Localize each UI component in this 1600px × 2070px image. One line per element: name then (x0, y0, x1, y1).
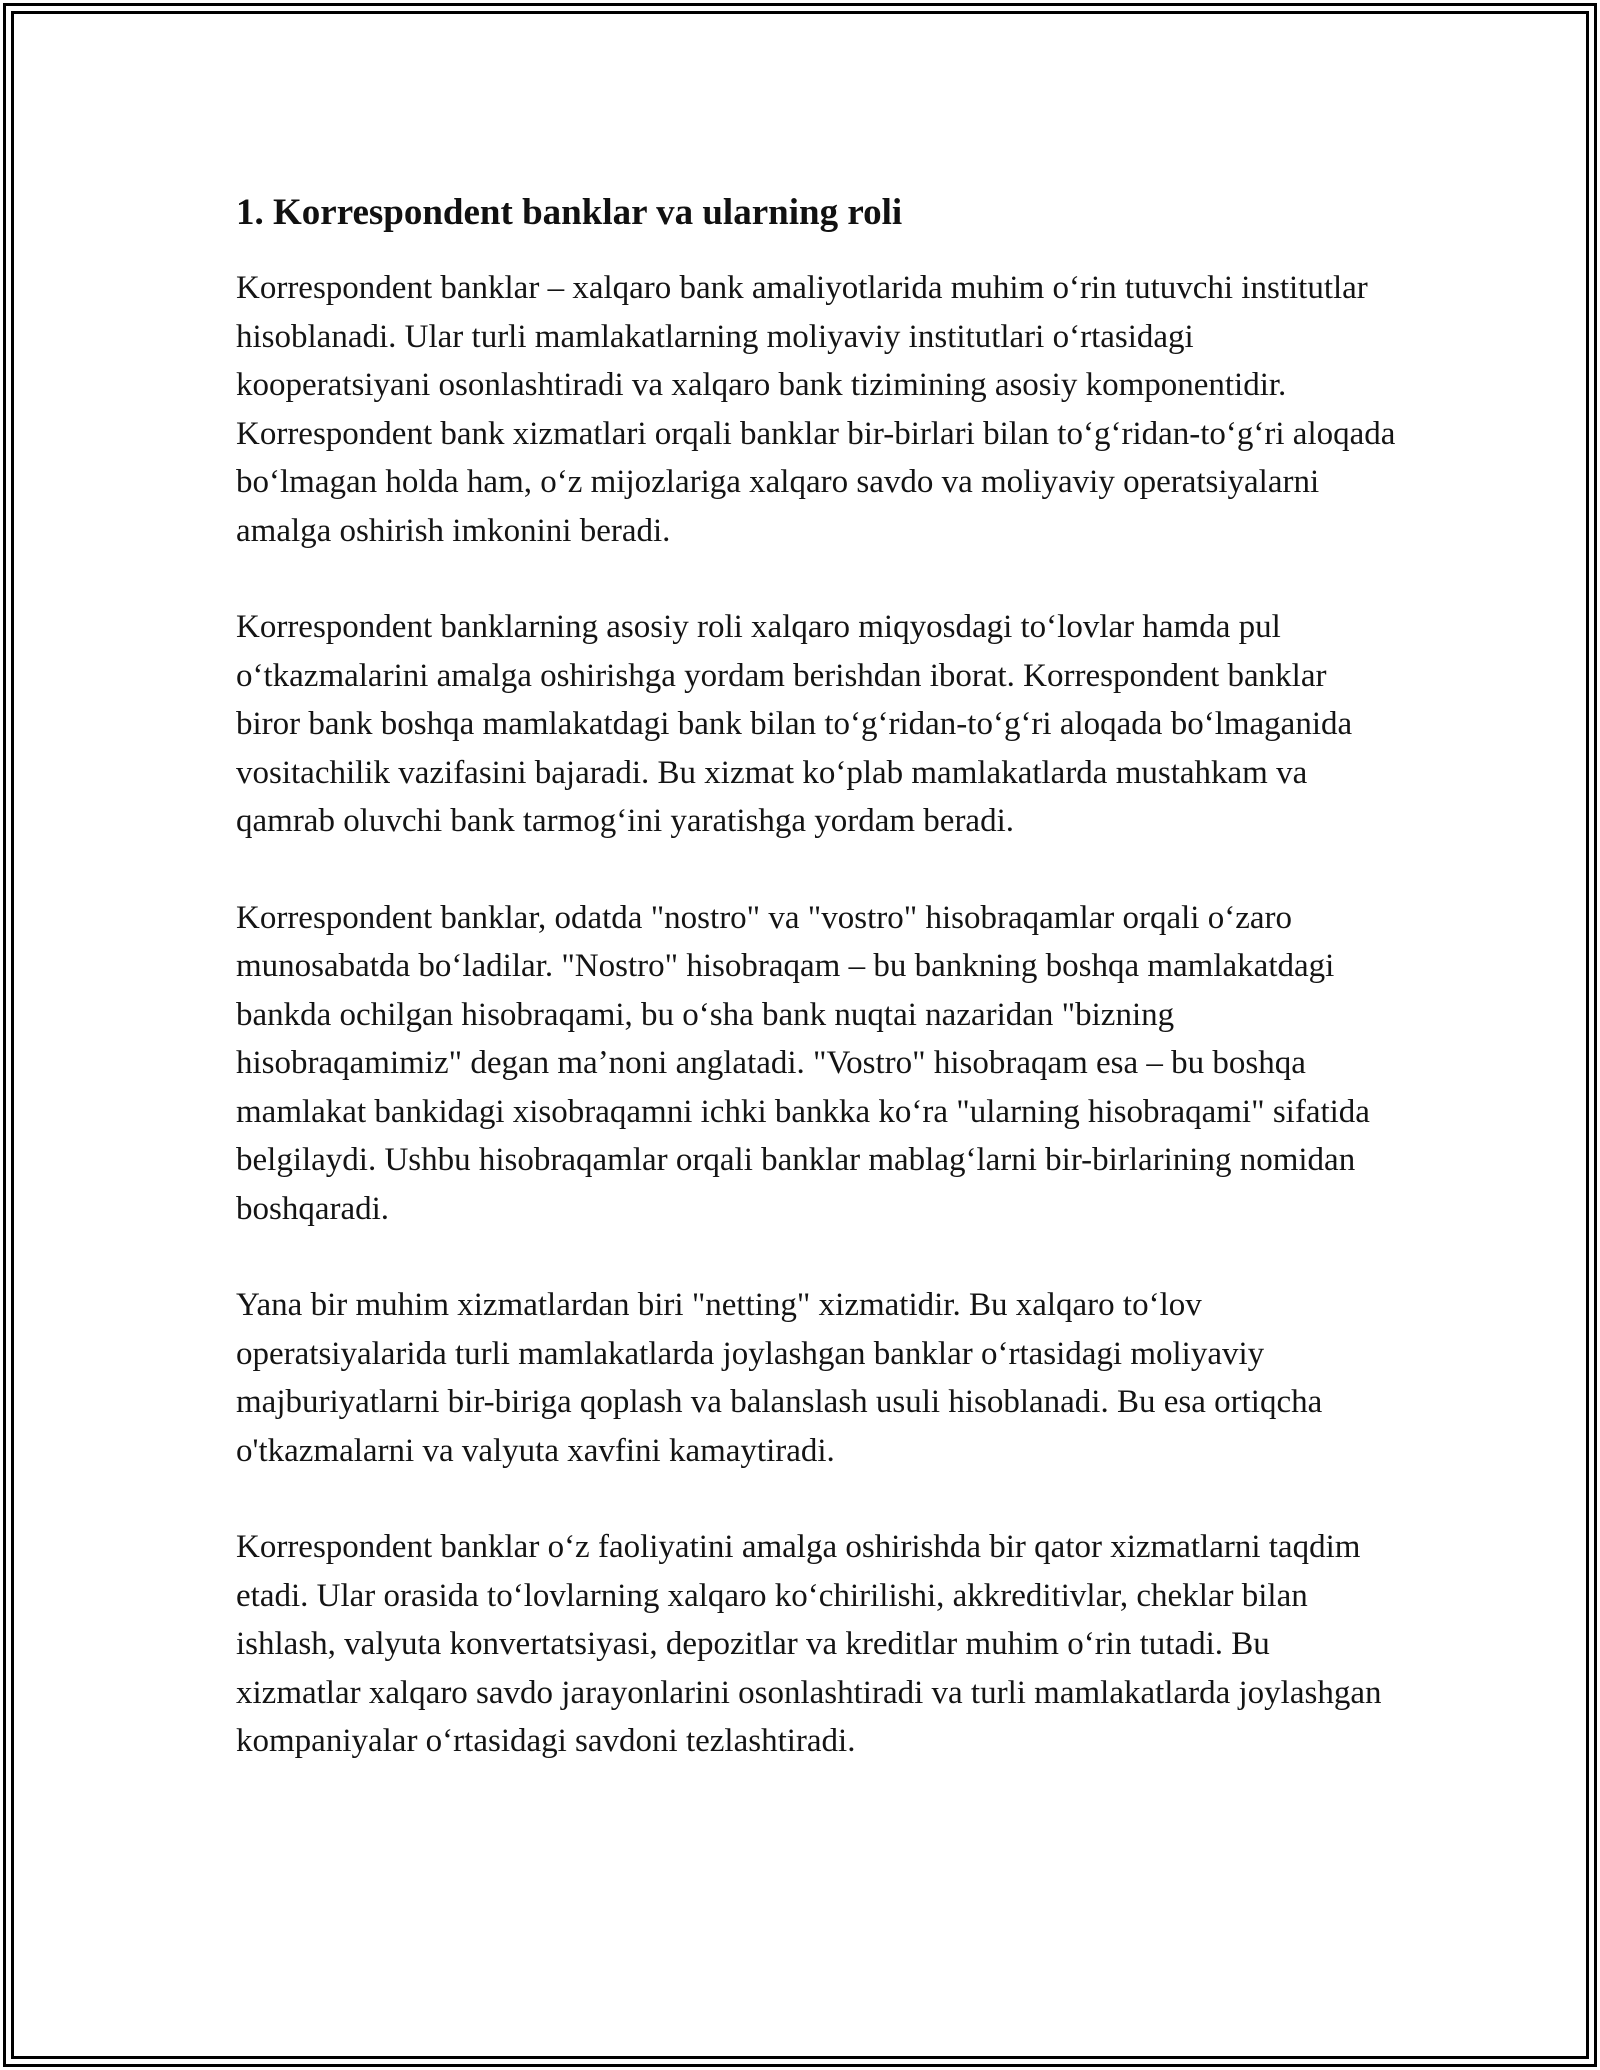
paragraph-1: Korrespondent banklar – xalqaro bank amaliyotlarida muhim oʻrin tutuvchi institutlar hisoblanadi. Ular turli mamlakatlarning moliyaviy institutlari oʻrtasidagi kooperatsiyani osonlashtiradi va xalqaro bank tizimining asosiy komponentidir. Korrespondent bank xizmatlari orqali banklar bir-birlari bilan toʻgʻridan-toʻgʻri aloqada boʻlmagan holda ham, oʻz mijozlariga xalqaro savdo va moliyaviy operatsiyalarni amalga oshirish imkonini beradi. (236, 270, 1396, 549)
paragraph-5: Korrespondent banklar oʻz faoliyatini amalga oshirishda bir qator xizmatlarni taqdim etadi. Ular orasida toʻlovlarning xalqaro koʻchirilishi, akkreditivlar, cheklar bilan ishlash, valyuta konvertatsiyasi, depozitlar va kreditlar muhim oʻrin tutadi. Bu xizmatlar xalqaro savdo jarayonlarini osonlashtiradi va turli mamlakatlarda joylashgan kompaniyalar oʻrtasidagi savdoni tezlashtiradi. (236, 1529, 1382, 1759)
page-title: 1. Korrespondent banklar va ularning roli (236, 192, 903, 233)
paragraph-4: Yana bir muhim xizmatlardan biri "netting" xizmatidir. Bu xalqaro toʻlov operatsiyalarida turli mamlakatlarda joylashgan banklar oʻrtasidagi moliyaviy majburiyatlarni bir-biriga qoplash va balanslash usuli hisoblanadi. Bu esa ortiqcha o'tkazmalarni va valyuta xavfini kamaytiradi. (236, 1287, 1323, 1469)
paragraph-3: Korrespondent banklar, odatda "nostro" va "vostro" hisobraqamlar orqali oʻzaro munosabatda boʻladilar. "Nostro" hisobraqam – bu bankning boshqa mamlakatdagi bankda ochilgan hisobraqami, bu oʻsha bank nuqtai nazaridan "bizning hisobraqamimiz" degan maʼnoni anglatadi. "Vostro" hisobraqam esa – bu boshqa mamlakat bankidagi xisobraqamni ichki bankka koʻra "ularning hisobraqami" sifatida belgilaydi. Ushbu hisobraqamlar orqali banklar mablagʻlarni bir-birlarining nomidan boshqaradi. (236, 899, 1370, 1227)
document-body (236, 186, 1396, 1766)
paragraph-2: Korrespondent banklarning asosiy roli xalqaro miqyosdagi toʻlovlar hamda pul oʻtkazmalarini amalga oshirishga yordam berishdan iborat. Korrespondent banklar biror bank boshqa mamlakatdagi bank bilan toʻgʻridan-toʻgʻri aloqada boʻlmaganida vositachilik vazifasini bajaradi. Bu xizmat koʻplab mamlakatlarda mustahkam va qamrab oluvchi bank tarmogʻini yaratishga yordam beradi. (236, 609, 1353, 839)
